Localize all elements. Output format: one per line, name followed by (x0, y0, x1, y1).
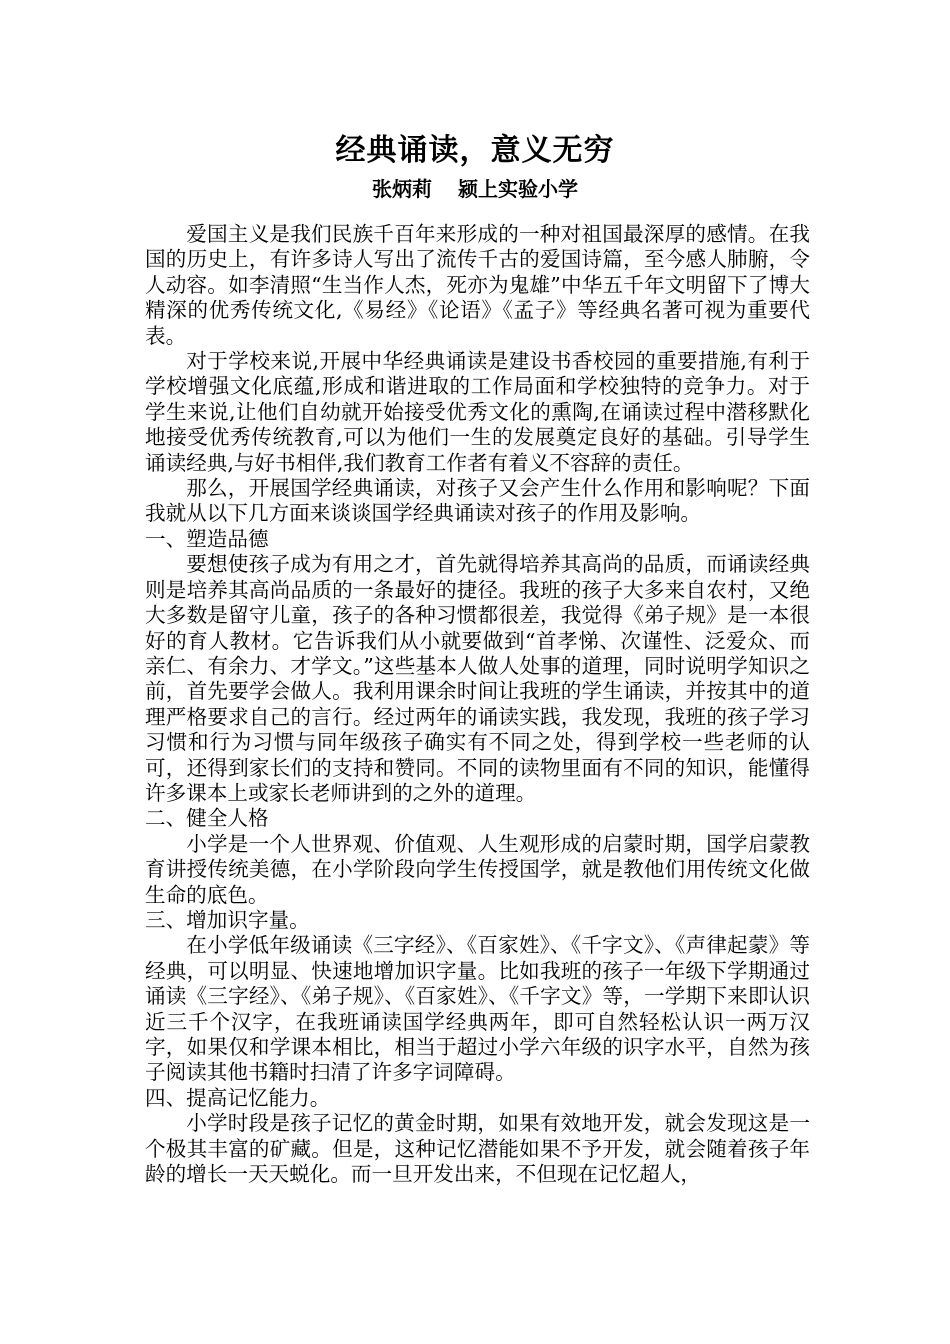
paragraph: 爱国主义是我们民族千百年来形成的一种对祖国最深厚的感情。在我国的历史上，有许多诗人写出了流传千古的爱国诗篇，至今感人肺腑，令人动容。如李清照“生当作人杰，死亦为鬼雄”中华五千年文明留下了博大精深的优秀传统文化,《易经》《论语》《孟子》等经典名著可视为重要代表。 (145, 222, 810, 348)
paragraph: 在小学低年级诵读《三字经》、《百家姓》、《千字文》、《声律起蒙》等经典，可以明显、快速地增加识字量。比如我班的孩子一年级下学期通过诵读《三字经》、《弟子规》、《百家姓》、《千字文》等，一学期下来即认识近三千个汉字，在我班诵读国学经典两年，即可自然轻松认识一两万汉字，如果仅和学课本相比，相当于超过小学六年级的识字水平，自然为孩子阅读其他书籍时扫清了许多字词障碍。 (145, 933, 810, 1085)
article-body (145, 222, 810, 1187)
paragraph: 小学时段是孩子记忆的黄金时期，如果有效地开发，就会发现这是一个极其丰富的矿藏。但是，这种记忆潜能如果不予开发，就会随着孩子年龄的增长一天天蜕化。而一旦开发出来，不但现在记忆超人， (145, 1111, 810, 1187)
paragraph: 那么，开展国学经典诵读，对孩子又会产生什么作用和影响呢？下面我就从以下几方面来谈谈国学经典诵读对孩子的作用及影响。 (145, 476, 810, 526)
section-heading: 一、塑造品德 (145, 526, 269, 551)
article-title: 经典诵读，意义无穷 (335, 133, 615, 168)
author-name: 张炳莉 (372, 177, 432, 201)
paragraph: 小学是一个人世界观、价值观、人生观形成的启蒙时期，国学启蒙教育讲授传统美德，在小学阶段向学生传授国学，就是教他们用传统文化做生命的底色。 (145, 831, 810, 907)
section-heading: 二、健全人格 (145, 806, 269, 831)
byline (0, 176, 950, 202)
section-heading: 四、提高记忆能力。 (145, 1085, 331, 1110)
paragraph: 要想使孩子成为有用之才，首先就得培养其高尚的品质，而诵读经典则是培养其高尚品质的一条最好的捷径。我班的孩子大多来自农村，又绝大多数是留守儿童，孩子的各种习惯都很差，我觉得《弟子规》是一本很好的育人教材。它告诉我们从小就要做到“首孝悌、次谨性、泛爱众、而亲仁、有余力、才学文。”这些基本人做人处事的道理，同时说明学知识之前，首先要学会做人。我利用课余时间让我班的学生诵读，并按其中的道理严格要求自己的言行。经过两年的诵读实践，我发现，我班的孩子学习习惯和行为习惯与同年级孩子确实有不同之处，得到学校一些老师的认可，还得到家长们的支持和赞同。不同的读物里面有不同的知识，能懂得许多课本上或家长老师讲到的之外的道理。 (145, 552, 810, 805)
paragraph: 对于学校来说,开展中华经典诵读是建设书香校园的重要措施,有利于学校增强文化底蕴,形成和谐进取的工作局面和学校独特的竞争力。对于学生来说,让他们自幼就开始接受优秀文化的熏陶,在诵读过程中潜移默化地接受优秀传统教育,可以为他们一生的发展奠定良好的基础。引导学生诵读经典,与好书相伴,我们教育工作者有着义不容辞的责任。 (145, 349, 810, 475)
school-name: 颍上实验小学 (458, 177, 578, 201)
section-heading: 三、增加识字量。 (145, 907, 310, 932)
